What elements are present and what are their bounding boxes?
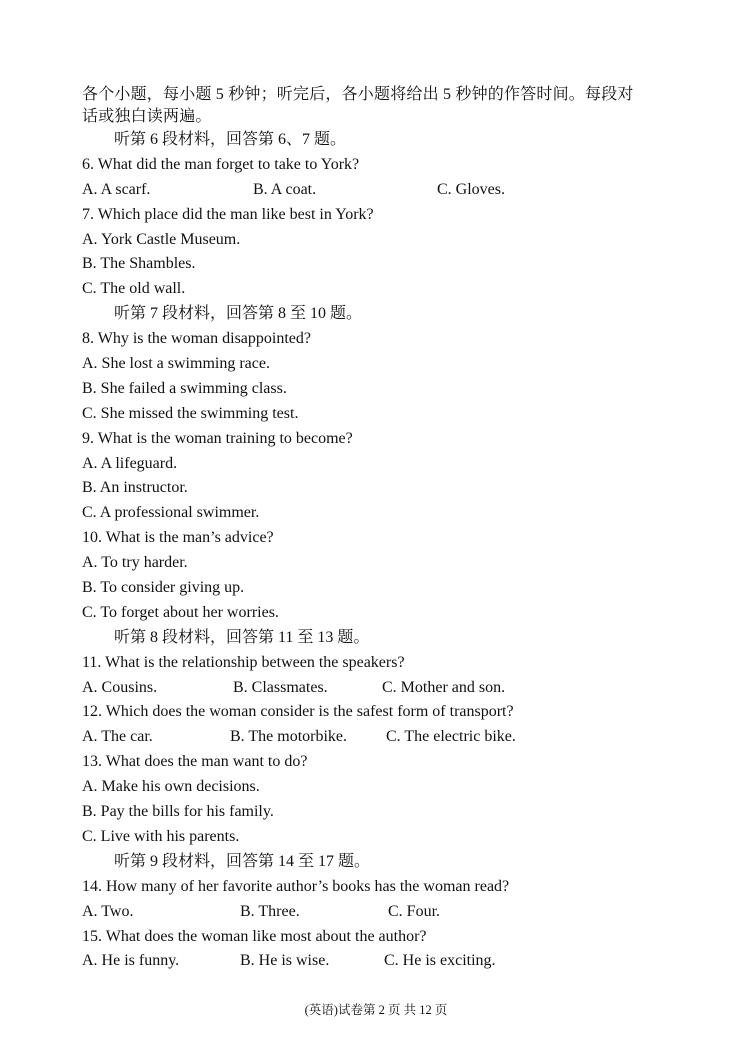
option-7b: B. The Shambles. — [82, 255, 196, 273]
question-7: 7. Which place did the man like best in York? — [82, 205, 374, 223]
question-12: 12. Which does the woman consider is the safest form of transport? — [82, 703, 514, 721]
option-6c: C. Gloves. — [437, 180, 505, 198]
section-heading-8: 听第 8 段材料，回答第 11 至 13 题。 — [114, 628, 370, 646]
instruction-line-2: 话或独白读两遍。 — [82, 108, 212, 125]
option-13b: B. Pay the bills for his family. — [82, 803, 274, 821]
question-14-options — [82, 900, 682, 925]
option-11b: B. Classmates. — [233, 678, 328, 696]
question-6-options — [82, 178, 682, 203]
option-14b: B. Three. — [240, 902, 300, 920]
option-9b: B. An instructor. — [82, 479, 188, 497]
question-11: 11. What is the relationship between the speakers? — [82, 653, 405, 671]
question-13: 13. What does the man want to do? — [82, 753, 308, 771]
option-15a: A. He is funny. — [82, 952, 180, 970]
option-13c: C. Live with his parents. — [82, 827, 240, 845]
option-7c: C. The old wall. — [82, 280, 186, 298]
option-14a: A. Two. — [82, 902, 134, 920]
option-8a: A. She lost a swimming race. — [82, 355, 270, 373]
option-8c: C. She missed the swimming test. — [82, 404, 299, 422]
page-footer: (英语)试卷第 2 页 共 12 页 — [304, 1003, 448, 1017]
question-10: 10. What is the man’s advice? — [82, 529, 274, 547]
option-11a: A. Cousins. — [82, 678, 158, 696]
question-9: 9. What is the woman training to become? — [82, 429, 353, 447]
option-13a: A. Make his own decisions. — [82, 778, 260, 796]
option-6b: B. A coat. — [253, 180, 317, 198]
option-14c: C. Four. — [388, 902, 441, 920]
option-8b: B. She failed a swimming class. — [82, 379, 287, 397]
page-content — [82, 84, 682, 974]
option-9c: C. A professional swimmer. — [82, 504, 260, 522]
option-12c: C. The electric bike. — [386, 728, 516, 746]
instruction-line-1: 各个小题，每小题 5 秒钟；听完后，各小题将给出 5 秒钟的作答时间。每段对 — [82, 86, 634, 103]
question-6: 6. What did the man forget to take to York? — [82, 155, 360, 173]
question-15: 15. What does the woman like most about the author? — [82, 927, 427, 945]
option-6a: A. A scarf. — [82, 180, 151, 198]
option-10c: C. To forget about her worries. — [82, 603, 279, 621]
question-15-options — [82, 949, 682, 974]
question-8: 8. Why is the woman disappointed? — [82, 330, 311, 348]
option-12a: A. The car. — [82, 728, 153, 746]
option-11c: C. Mother and son. — [382, 678, 506, 696]
question-12-options — [82, 725, 682, 750]
section-heading-7: 听第 7 段材料，回答第 8 至 10 题。 — [114, 305, 363, 323]
option-12b: B. The motorbike. — [230, 728, 348, 746]
option-7a: A. York Castle Museum. — [82, 230, 241, 248]
option-15b: B. He is wise. — [240, 952, 330, 970]
question-14: 14. How many of her favorite author’s books has the woman read? — [82, 877, 510, 895]
question-11-options — [82, 676, 682, 701]
section-heading-9: 听第 9 段材料，回答第 14 至 17 题。 — [114, 852, 371, 870]
option-10b: B. To consider giving up. — [82, 579, 245, 597]
option-9a: A. A lifeguard. — [82, 454, 178, 472]
section-heading-6: 听第 6 段材料，回答第 6、7 题。 — [114, 131, 347, 148]
option-15c: C. He is exciting. — [384, 952, 496, 970]
option-10a: A. To try harder. — [82, 554, 188, 572]
